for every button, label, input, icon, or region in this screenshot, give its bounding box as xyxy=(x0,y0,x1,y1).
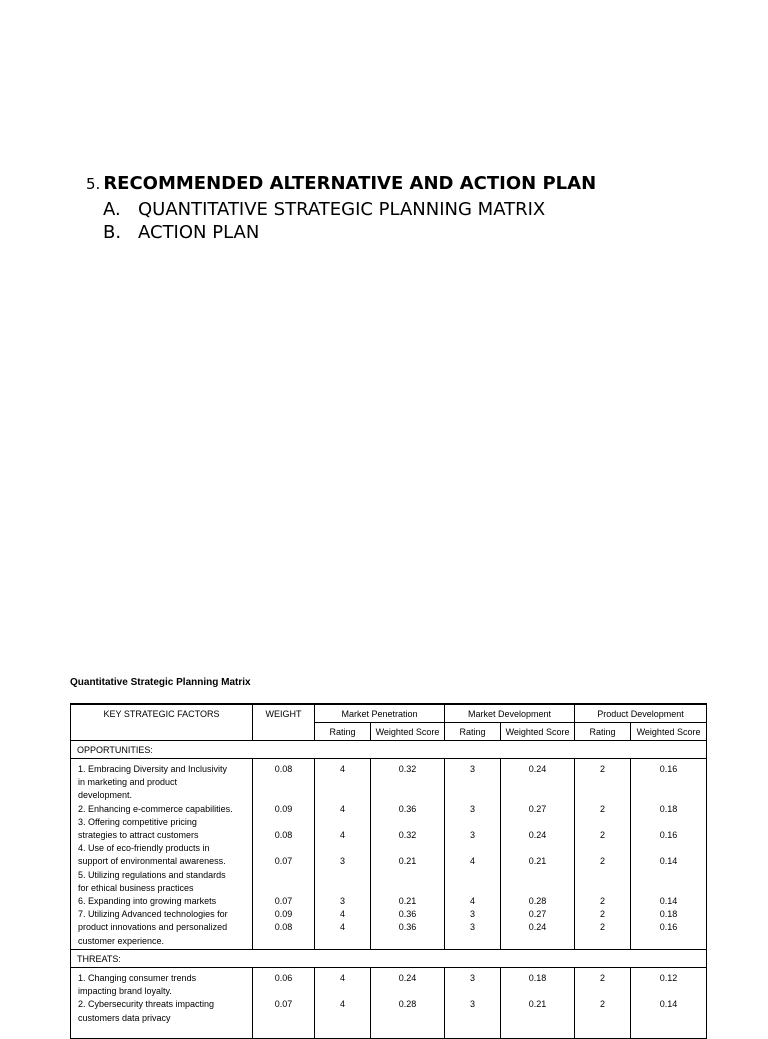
factor-line: development. xyxy=(78,790,133,801)
md-rating-value: 4 xyxy=(470,856,476,867)
pd-rating-value: 2 xyxy=(600,909,606,920)
table-caption: Quantitative Strategic Planning Matrix xyxy=(70,677,251,688)
header-product-development: Product Development xyxy=(575,704,707,723)
pd-score-value: 0.14 xyxy=(659,999,678,1010)
md-score-value: 0.21 xyxy=(528,999,547,1010)
header-market-development: Market Development xyxy=(445,704,575,723)
md-score-value: 0.28 xyxy=(528,896,547,906)
opportunities-mp-rating-cell xyxy=(315,759,371,950)
header-market-penetration: Market Penetration xyxy=(315,704,445,723)
header-weighted-score: Weighted Score xyxy=(501,723,575,741)
factor-line: for ethical business practices xyxy=(78,882,194,893)
md-rating-value: 3 xyxy=(470,999,476,1010)
mp-score-value: 0.24 xyxy=(398,973,417,983)
weight-value: 0.09 xyxy=(274,909,293,920)
opportunities-pd-rating-cell xyxy=(575,759,631,950)
heading-title: RECOMMENDED ALTERNATIVE AND ACTION PLAN xyxy=(103,173,597,194)
pd-score-value: 0.16 xyxy=(659,764,678,774)
opportunities-factors-cell xyxy=(71,759,253,950)
pd-score-value: 0.16 xyxy=(659,830,678,840)
md-rating-value: 3 xyxy=(470,803,476,814)
mp-rating-value: 4 xyxy=(339,973,345,983)
factor-line: 3. Offering competitive pricing xyxy=(78,816,197,827)
weight-value: 0.08 xyxy=(274,922,293,933)
threats-factors-cell xyxy=(71,968,253,1039)
mp-score-value: 0.36 xyxy=(398,803,417,814)
threats-mp-score-cell xyxy=(371,968,445,1039)
threats-pd-score-cell xyxy=(631,968,707,1039)
section-label-opportunities: OPPORTUNITIES: xyxy=(71,741,707,759)
mp-rating-value: 4 xyxy=(339,909,345,920)
mp-rating-value: 4 xyxy=(339,803,345,814)
header-weighted-score: Weighted Score xyxy=(631,723,707,741)
threats-weight-cell xyxy=(253,968,315,1039)
qspm-table xyxy=(70,703,707,1039)
threats-md-rating-cell xyxy=(445,968,501,1039)
weight-value: 0.09 xyxy=(274,803,293,814)
factor-line: 7. Utilizing Advanced technologies for xyxy=(78,909,228,920)
pd-score-value: 0.14 xyxy=(659,896,678,906)
subitem-letter: A. xyxy=(103,199,121,220)
mp-rating-value: 4 xyxy=(339,830,345,840)
mp-score-value: 0.36 xyxy=(398,922,417,933)
threats-pd-rating-cell xyxy=(575,968,631,1039)
pd-rating-value: 2 xyxy=(600,922,606,933)
md-rating-value: 3 xyxy=(470,764,476,774)
factor-line: 2. Cybersecurity threats impacting xyxy=(78,999,215,1010)
mp-rating-value: 4 xyxy=(339,999,345,1010)
factor-line: in marketing and product xyxy=(78,777,178,788)
weight-value: 0.06 xyxy=(274,973,293,983)
opportunities-weight-cell xyxy=(253,759,315,950)
factor-line: support of environmental awareness. xyxy=(78,856,226,867)
factor-line: impacting brand loyalty. xyxy=(78,986,172,997)
mp-score-value: 0.28 xyxy=(398,999,417,1010)
pd-rating-value: 2 xyxy=(600,973,606,983)
md-rating-value: 3 xyxy=(470,909,476,920)
factor-line: 1. Changing consumer trends xyxy=(78,973,197,983)
threats-md-score-cell xyxy=(501,968,575,1039)
pd-score-value: 0.12 xyxy=(659,973,678,983)
mp-score-value: 0.21 xyxy=(398,856,417,867)
factor-line: 6. Expanding into growing markets xyxy=(78,896,217,906)
pd-rating-value: 2 xyxy=(600,830,606,840)
threats-mp-rating-cell xyxy=(315,968,371,1039)
md-score-value: 0.24 xyxy=(528,922,547,933)
header-rating: Rating xyxy=(445,723,501,741)
md-rating-value: 4 xyxy=(470,896,476,906)
mp-score-value: 0.36 xyxy=(398,909,417,920)
mp-score-value: 0.32 xyxy=(398,830,417,840)
opportunities-md-score-cell xyxy=(501,759,575,950)
subitem-letter: B. xyxy=(103,222,122,243)
md-rating-value: 3 xyxy=(470,922,476,933)
factor-line: product innovations and personalized xyxy=(78,922,228,933)
opportunities-mp-score-cell xyxy=(371,759,445,950)
table-row xyxy=(71,759,707,950)
pd-rating-value: 2 xyxy=(600,803,606,814)
md-score-value: 0.27 xyxy=(528,803,547,814)
md-score-value: 0.24 xyxy=(528,764,547,774)
pd-rating-value: 2 xyxy=(600,999,606,1010)
md-rating-value: 3 xyxy=(470,830,476,840)
heading-subitem-a xyxy=(103,199,596,222)
section-label-threats: THREATS: xyxy=(71,950,707,968)
heading-number: 5. xyxy=(86,175,101,193)
opportunities-md-rating-cell xyxy=(445,759,501,950)
factor-line: 2. Enhancing e-commerce capabilities. xyxy=(78,803,233,814)
factor-line: customers data privacy xyxy=(78,1012,171,1023)
pd-rating-value: 2 xyxy=(600,896,606,906)
md-score-value: 0.27 xyxy=(528,909,547,920)
opportunities-pd-score-cell xyxy=(631,759,707,950)
weight-value: 0.08 xyxy=(274,764,293,774)
pd-score-value: 0.18 xyxy=(659,803,678,814)
header-factors: KEY STRATEGIC FACTORS xyxy=(71,704,253,741)
header-weight: WEIGHT xyxy=(253,704,315,741)
factor-line: strategies to attract customers xyxy=(78,830,199,840)
header-weighted-score: Weighted Score xyxy=(371,723,445,741)
subitem-text: ACTION PLAN xyxy=(138,222,260,243)
heading-main xyxy=(86,173,596,199)
md-score-value: 0.18 xyxy=(528,973,547,983)
heading-subitem-b xyxy=(103,222,596,245)
mp-rating-value: 3 xyxy=(339,896,345,906)
md-score-value: 0.24 xyxy=(528,830,547,840)
weight-value: 0.07 xyxy=(274,896,293,906)
factor-line: customer experience. xyxy=(78,935,165,946)
pd-score-value: 0.18 xyxy=(659,909,678,920)
subitem-text: QUANTITATIVE STRATEGIC PLANNING MATRIX xyxy=(138,199,546,220)
header-rating: Rating xyxy=(575,723,631,741)
header-rating: Rating xyxy=(315,723,371,741)
pd-score-value: 0.14 xyxy=(659,856,678,867)
pd-rating-value: 2 xyxy=(600,856,606,867)
factor-line: 1. Embracing Diversity and Inclusivity xyxy=(78,764,228,774)
factor-line: 4. Use of eco-friendly products in xyxy=(78,843,210,854)
section-heading xyxy=(86,173,596,245)
weight-value: 0.07 xyxy=(274,856,293,867)
mp-rating-value: 4 xyxy=(339,922,345,933)
table-row xyxy=(71,968,707,1039)
md-rating-value: 3 xyxy=(470,973,476,983)
pd-rating-value: 2 xyxy=(600,764,606,774)
pd-score-value: 0.16 xyxy=(659,922,678,933)
mp-rating-value: 4 xyxy=(339,764,345,774)
mp-rating-value: 3 xyxy=(339,856,345,867)
md-score-value: 0.21 xyxy=(528,856,547,867)
weight-value: 0.08 xyxy=(274,830,293,840)
mp-score-value: 0.32 xyxy=(398,764,417,774)
weight-value: 0.07 xyxy=(274,999,293,1010)
mp-score-value: 0.21 xyxy=(398,896,417,906)
factor-line: 5. Utilizing regulations and standards xyxy=(78,869,226,880)
